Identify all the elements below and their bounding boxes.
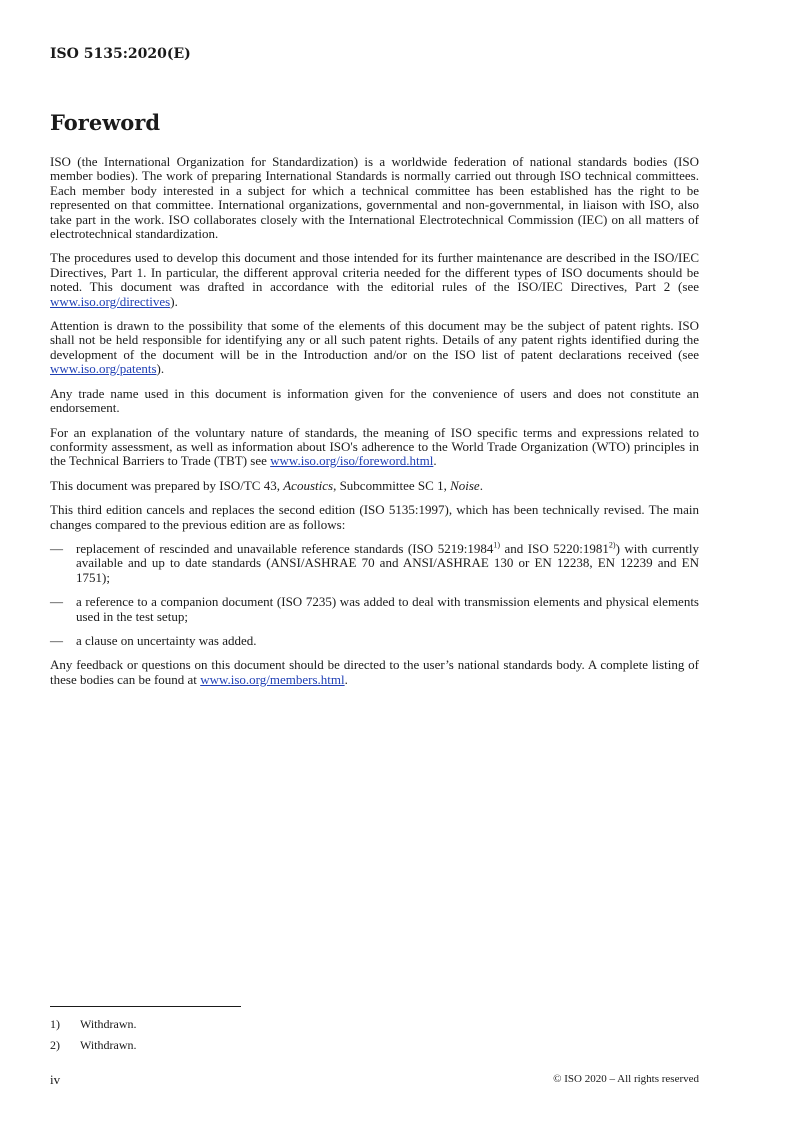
paragraph-feedback xyxy=(50,658,699,687)
footnote-text: Withdrawn. xyxy=(80,1017,137,1031)
paragraph-text: . xyxy=(479,477,483,493)
paragraph-voluntary-nature xyxy=(50,426,699,469)
paragraph-text: . xyxy=(433,453,437,469)
footnote-number: 2) xyxy=(50,1038,60,1052)
paragraph-text: Attention is drawn to the possibility that some of the elements of this document may be the subject of patent rights. ISO shall not be held responsible for identifying any or all such patent rights. Details of any patent rights identified during the development of the document will be in the Introduction and/or on the ISO list of patent declarations received (see xyxy=(50,318,699,362)
paragraph-edition: This third edition cancels and replaces the second edition (ISO 5135:1997), which has been technically revised. The main changes compared to the previous edition are as follows: xyxy=(50,502,699,532)
dash-bullet: — xyxy=(50,632,63,648)
paragraph-text: Any feedback or questions on this document should be directed to the user’s national standards body. A complete listing of these bodies can be found at xyxy=(50,657,699,687)
paragraph-text: . xyxy=(344,671,348,687)
subcommittee-name: Noise xyxy=(450,477,480,493)
copyright-notice: © ISO 2020 – All rights reserved xyxy=(553,1073,699,1085)
paragraph-text: For an explanation of the voluntary nature of standards, the meaning of ISO specific terms and expressions related to conformity assessment, as well as information about ISO's adherence to the World Trade Organization (WTO) principles in the Technical Barriers to Trade (TBT) see xyxy=(50,424,699,469)
footnote-divider xyxy=(50,1006,241,1007)
page-number: iv xyxy=(50,1072,61,1087)
list-text: a reference to a companion document (ISO 7235) was added to deal with transmission elements and physical elements used in the test setup; xyxy=(76,594,699,624)
paragraph-text: , Subcommittee SC 1, xyxy=(333,477,451,493)
dash-bullet: — xyxy=(50,594,63,610)
paragraph-patents xyxy=(50,319,699,377)
list-text: ) with currently available and up to date standards (ANSI/ASHRAE 70 and ANSI/ASHRAE 130 or EN 12238, EN 12239 and EN 1751); xyxy=(76,540,699,585)
footnote-number: 1) xyxy=(50,1017,60,1031)
paragraph-text: The procedures used to develop this document and those intended for its further maintenance are described in the ISO/IEC Directives, Part 1. In particular, the different approval criteria needed for the different types of ISO documents should be noted. This document was drafted in accordance with the editorial rules of the ISO/IEC Directives, Part 2 (see xyxy=(50,250,699,295)
document-id: ISO 5135:2020(E) xyxy=(50,46,191,62)
footnote xyxy=(50,1038,137,1052)
footnote-text: Withdrawn. xyxy=(80,1038,137,1052)
foreword-body xyxy=(50,155,699,697)
directives-link[interactable]: www.iso.org/directives xyxy=(50,293,171,309)
footnotes xyxy=(50,1017,137,1059)
list-item xyxy=(50,595,699,624)
paragraph-iso-intro: ISO (the International Organization for Standardization) is a worldwide federation of national standards bodies (ISO member bodies). The work of preparing International Standards is normally carried out through ISO technical committees. Each member body interested in a subject for which a technical committee has been established has the right to be represented on that committee. International organizations, governmental and non-governmental, in liaison with ISO, also take part in the work. ISO collaborates closely with the International Electrotechnical Commission (IEC) on all matters of electrotechnical standardization. xyxy=(50,154,699,242)
footnote xyxy=(50,1017,137,1031)
list-item xyxy=(50,542,699,585)
paragraph-text: ). xyxy=(156,361,165,377)
list-text: replacement of rescinded and unavailable reference standards (ISO 5219:1984 xyxy=(76,540,494,556)
paragraph-trade-name: Any trade name used in this document is information given for the convenience of users and does not constitute an endorsement. xyxy=(50,385,699,416)
paragraph-text: This document was prepared by ISO/TC 43, xyxy=(50,477,284,493)
list-text: and ISO 5220:1981 xyxy=(500,540,609,556)
footnote-ref-2: 2) xyxy=(608,540,616,550)
paragraph-prepared-by xyxy=(50,479,699,493)
patents-link[interactable]: www.iso.org/patents xyxy=(50,361,157,377)
dash-bullet: — xyxy=(50,540,63,556)
foreword-link[interactable]: www.iso.org/iso/foreword.html xyxy=(270,453,434,469)
list-item xyxy=(50,634,699,648)
page-title: Foreword xyxy=(50,110,161,135)
paragraph-text: ). xyxy=(170,293,178,309)
list-text: a clause on uncertainty was added. xyxy=(76,632,257,648)
members-link[interactable]: www.iso.org/members.html xyxy=(200,671,345,687)
paragraph-procedures xyxy=(50,251,699,309)
footnote-ref-1: 1) xyxy=(493,540,500,550)
committee-name: Acoustics xyxy=(283,477,334,493)
